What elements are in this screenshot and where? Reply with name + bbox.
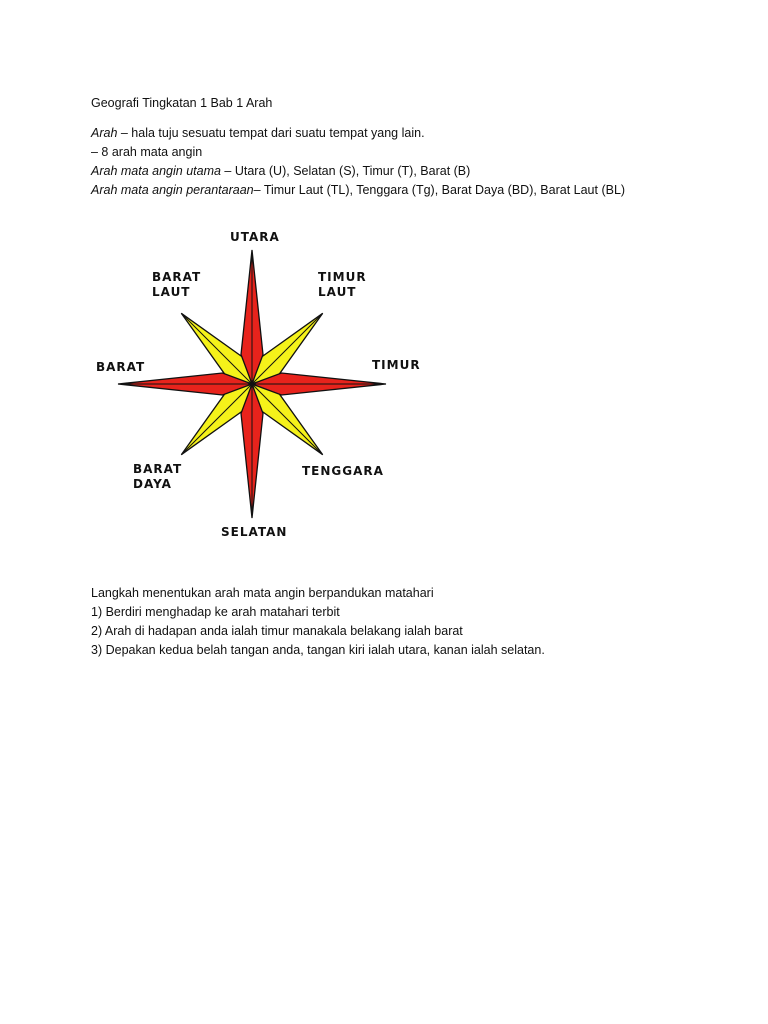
label-utara: UTARA <box>230 230 280 244</box>
steps-heading: Langkah menentukan arah mata angin berpandukan matahari <box>91 586 434 600</box>
main-directions-line <box>91 162 625 181</box>
title-section <box>91 94 272 113</box>
label-timur-laut-line1: TIMUR <box>318 270 367 284</box>
label-barat-daya <box>133 462 182 492</box>
label-barat-laut <box>152 270 201 300</box>
count-line: – 8 arah mata angin <box>91 145 203 159</box>
document-title: Geografi Tingkatan 1 Bab 1 Arah <box>91 96 273 110</box>
steps-section <box>91 584 545 660</box>
intermediate-directions-term: Arah mata angin perantaraan <box>91 183 254 197</box>
definition-term: Arah <box>91 126 118 140</box>
step-item-2: 2) Arah di hadapan anda ialah timur manakala belakang ialah barat <box>91 624 463 638</box>
label-timur-laut-line2: LAUT <box>318 285 357 299</box>
label-barat-daya-line1: BARAT <box>133 462 183 476</box>
step-item-3: 3) Depakan kedua belah tangan anda, tangan kiri ialah utara, kanan ialah selatan. <box>91 643 545 657</box>
point-timur <box>252 373 386 395</box>
label-tenggara: TENGGARA <box>302 464 384 478</box>
label-barat-laut-line1: BARAT <box>152 270 202 284</box>
compass-rose-figure <box>80 222 440 552</box>
intermediate-directions-text: – Timur Laut (TL), Tenggara (Tg), Barat Daya (BD), Barat Laut (BL) <box>253 183 626 197</box>
main-directions-term: Arah mata angin utama <box>91 164 221 178</box>
step-item-1: 1) Berdiri menghadap ke arah matahari terbit <box>91 605 340 619</box>
label-barat: BARAT <box>96 360 146 374</box>
point-utara <box>241 250 263 384</box>
compass-center <box>249 381 255 387</box>
definition-text: – hala tuju sesuatu tempat dari suatu tempat yang lain. <box>117 126 425 140</box>
intermediate-directions-line <box>91 181 625 200</box>
label-barat-laut-line2: LAUT <box>152 285 191 299</box>
compass-rose-icon <box>80 222 440 552</box>
main-directions-text: – Utara (U), Selatan (S), Timur (T), Barat (B) <box>220 164 471 178</box>
label-timur-laut <box>318 270 367 300</box>
point-barat <box>118 373 252 395</box>
label-barat-daya-line2: DAYA <box>133 477 172 491</box>
label-timur: TIMUR <box>372 358 421 372</box>
definitions-section <box>91 124 625 200</box>
label-selatan: SELATAN <box>221 525 288 539</box>
point-selatan <box>241 384 263 518</box>
definition-line <box>91 124 625 143</box>
